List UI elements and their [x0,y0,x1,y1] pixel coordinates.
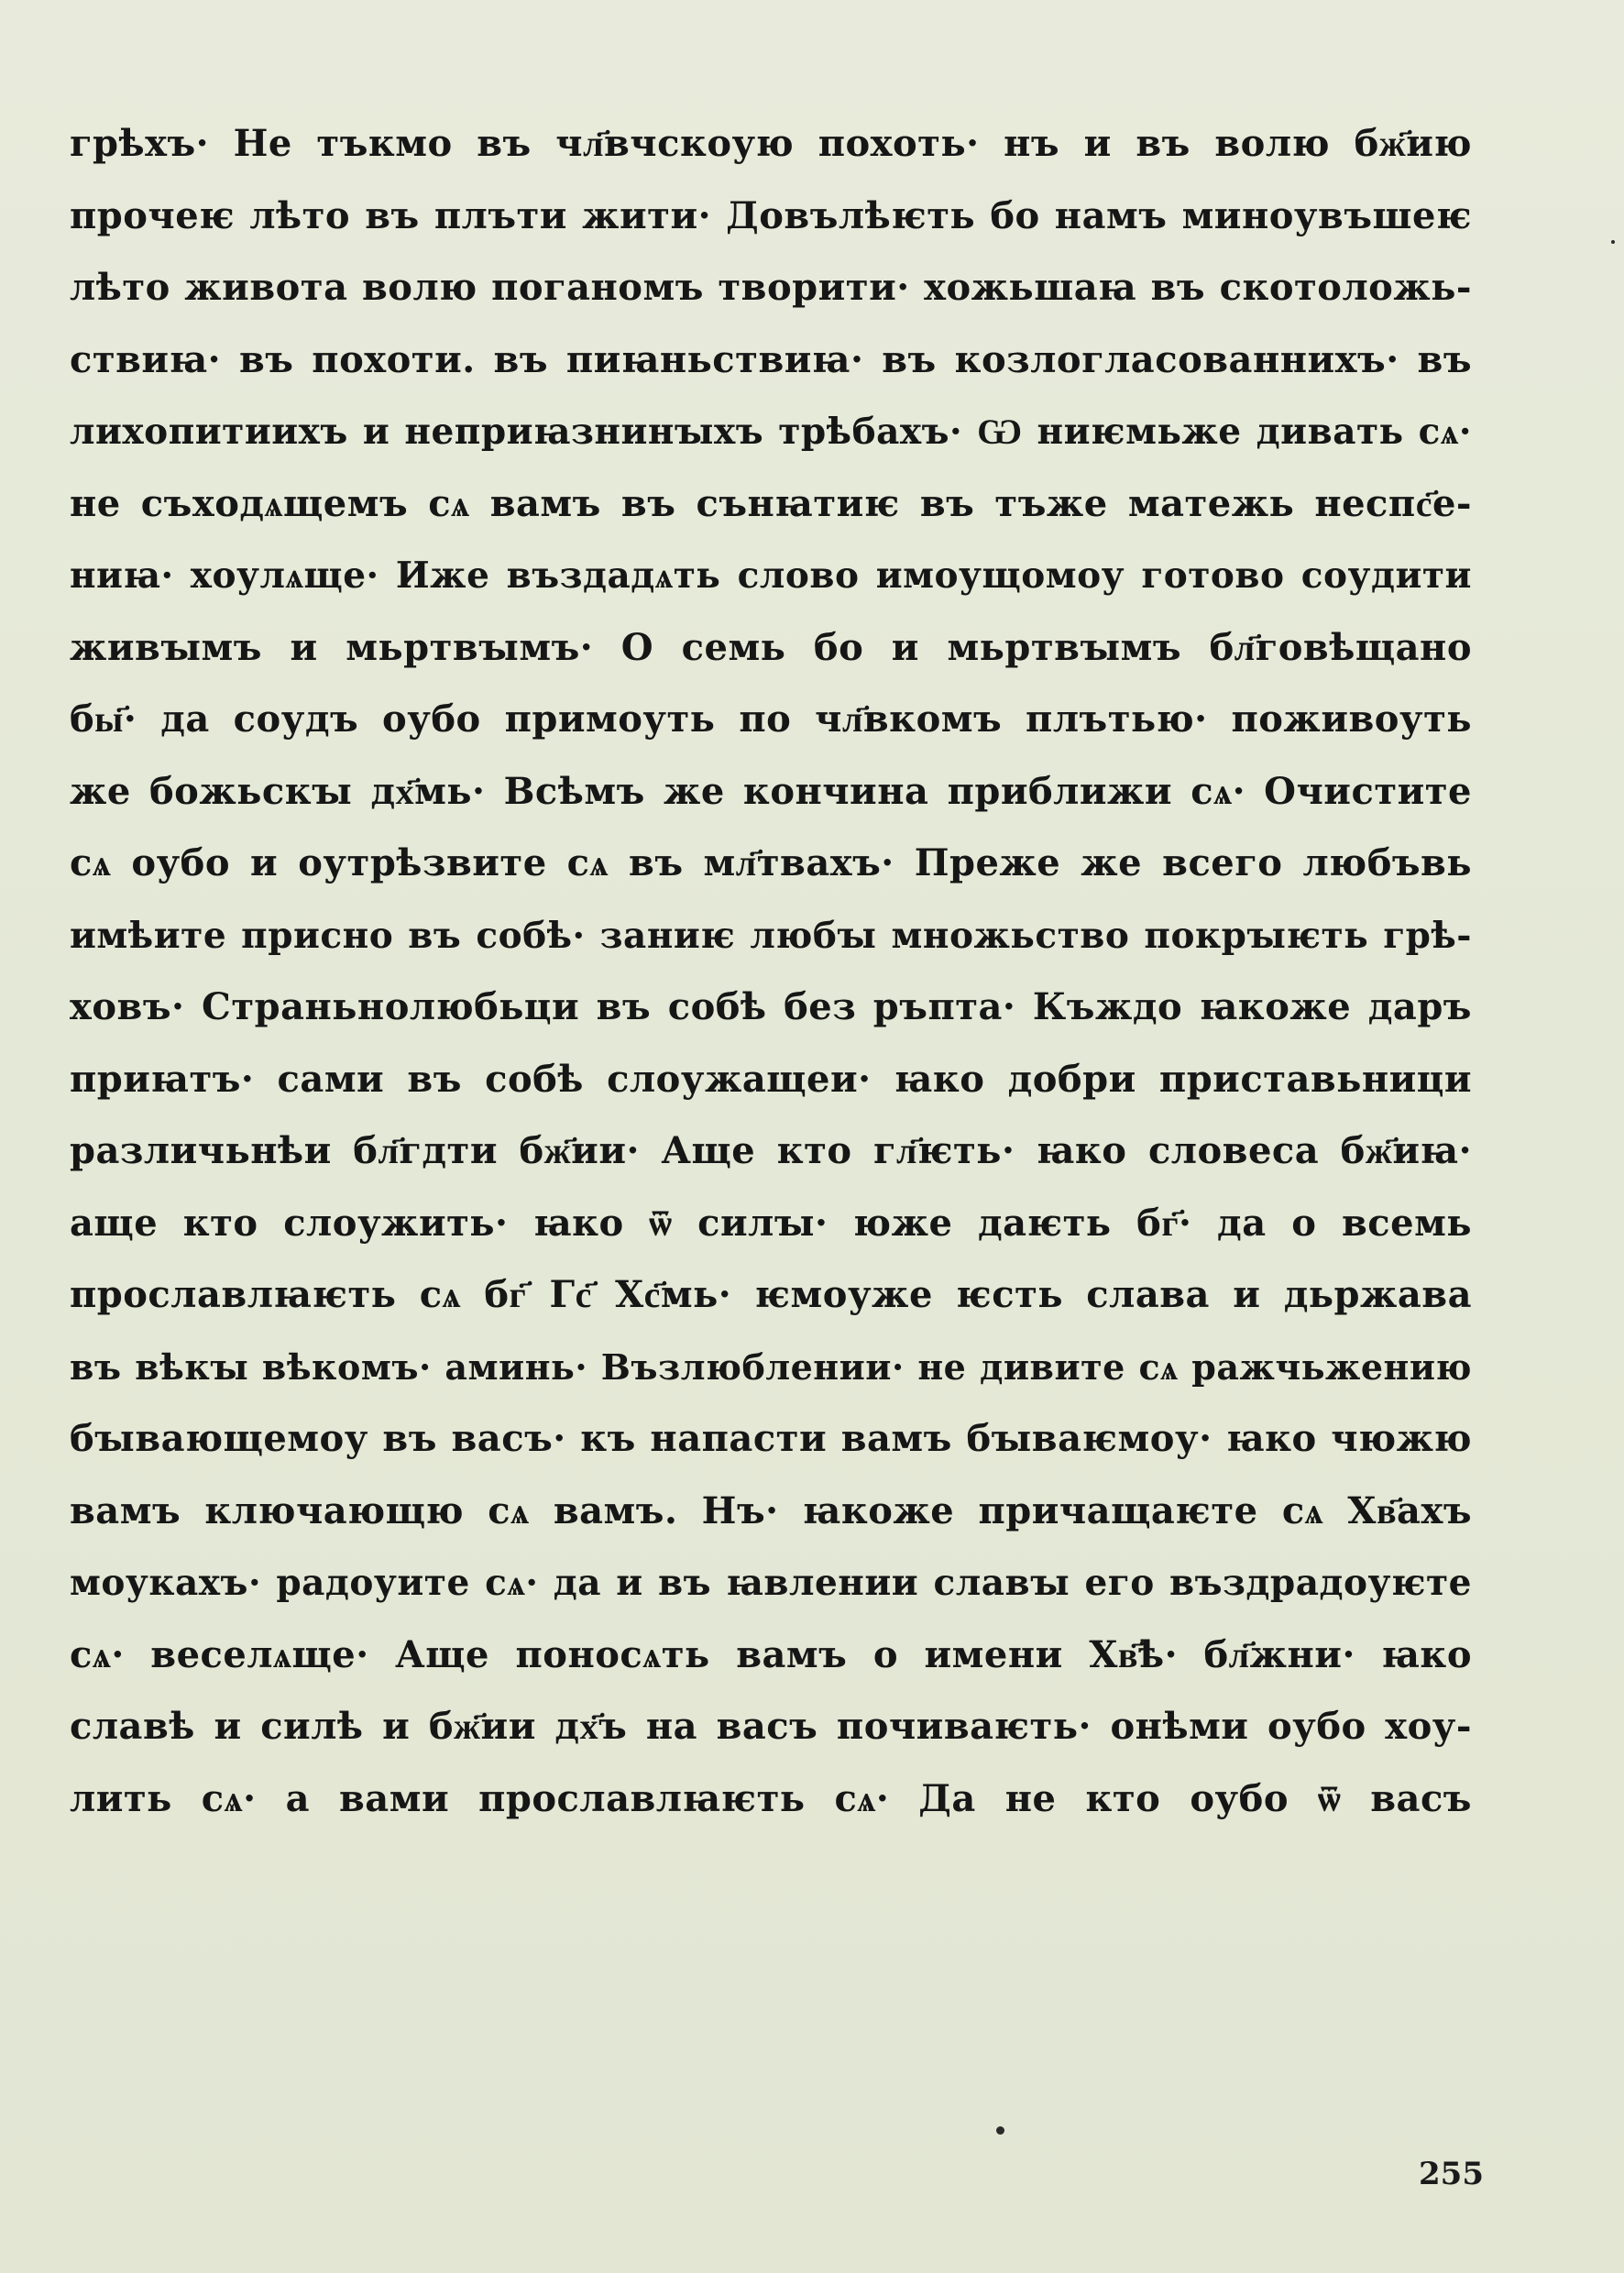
text-line-1: грѣхъ· Не тъкмо въ чл҃вчскоую похоть· нъ и въ волю бж҃ию [70,122,1472,165]
text-line-13: ховъ· Страньнолюбьци въ собѣ без ръпта· Къждо ꙗкоже даръ [70,985,1472,1028]
text-line-11: сѧ оубо и оутрѣзвите сѧ въ мл҃твахъ· Преже же всего любъвь [70,841,1472,884]
text-line-19: бꙑвающемоу въ васъ· къ напасти вамъ бꙑваѥмоу· ꙗко чюжю [70,1417,1472,1460]
text-line-10: же божьскꙑ дх҃мь· Всѣмъ же кончина приближи сѧ· Очистите [70,769,1472,813]
text-line-21: моукахъ· радоуите сѧ· да и въ ꙗвлении славꙑ его въздрадоуѥте [70,1562,1472,1604]
text-line-6: не съходѧщемъ сѧ вамъ въ сънꙗтиѥ въ тъже матежь неспс҃е- [70,481,1472,525]
text-line-12: имѣите присно въ собѣ· заниѥ любꙑ множьство покрꙑѥть грѣ- [70,914,1472,957]
text-line-16: аще кто слоужить· ꙗко ѿ силꙑ· юже даѥть бг҃· да о всемь [70,1201,1472,1245]
ink-dot [1611,240,1615,244]
text-line-20: вамъ ключающю сѧ вамъ. Нъ· ꙗкоже причащаѥте сѧ Хв҃ахъ [70,1488,1472,1532]
text-line-17: прославлꙗѥть сѧ бг҃ Гс҃ Хс҃мь· ѥмоуже ѥсть слава и дьржава [70,1273,1472,1316]
text-line-7: ниꙗ· хоулѧще· Иже въздадѧть слово имоущомоу готово соудити [70,555,1472,597]
text-line-23: славѣ и силѣ и бж҃ии дх҃ъ на васъ почиваѥть· онѣми оубо хоу- [70,1705,1472,1748]
page-number: 255 [1419,2156,1484,2192]
text-line-9: бы҃· да соудъ оубо примоуть по чл҃вкомъ плътью· поживоуть [70,697,1472,741]
text-line-18: въ вѣкꙑ вѣкомъ· аминь· Възлюблении· не дивите сѧ ражчьжению [70,1345,1472,1388]
text-block [70,108,1472,1835]
text-line-8: живꙑмъ и мьртвꙑмъ· О семь бо и мьртвꙑмъ бл҃говѣщано [70,625,1472,669]
text-line-14: приꙗтъ· сами въ собѣ слоужащеи· ꙗко добри приставьници [70,1057,1472,1101]
text-line-3: лѣто живота волю поганомъ творити· хожьшаꙗ въ скотоложь- [70,266,1472,309]
text-line-4: ствиꙗ· въ похоти. въ пиꙗньствиꙗ· въ козлогласованнихъ· въ [70,337,1472,381]
text-line-2: прочеѥ лѣто въ плъти жити· Довълѣѥть бо намъ миноувъшеѥ [70,193,1472,237]
text-line-24: лить сѧ· а вами прославлꙗѥть сѧ· Да не кто оубо ѿ васъ [70,1776,1472,1820]
text-line-5: лихопитиихъ и неприꙗзнинꙑхъ трѣбахъ· Ѡ ниѥмьже дивать сѧ· [70,411,1472,453]
text-line-15: различьнѣи бл҃гдти бж҃ии· Аще кто гл҃ѥть· ꙗко словеса бж҃иꙗ· [70,1129,1472,1172]
ink-dot [996,2126,1004,2135]
text-line-22: сѧ· веселѧще· Аще поносѧть вамъ о имени Хв҃ѣ· бл҃жни· ꙗко [70,1632,1472,1676]
